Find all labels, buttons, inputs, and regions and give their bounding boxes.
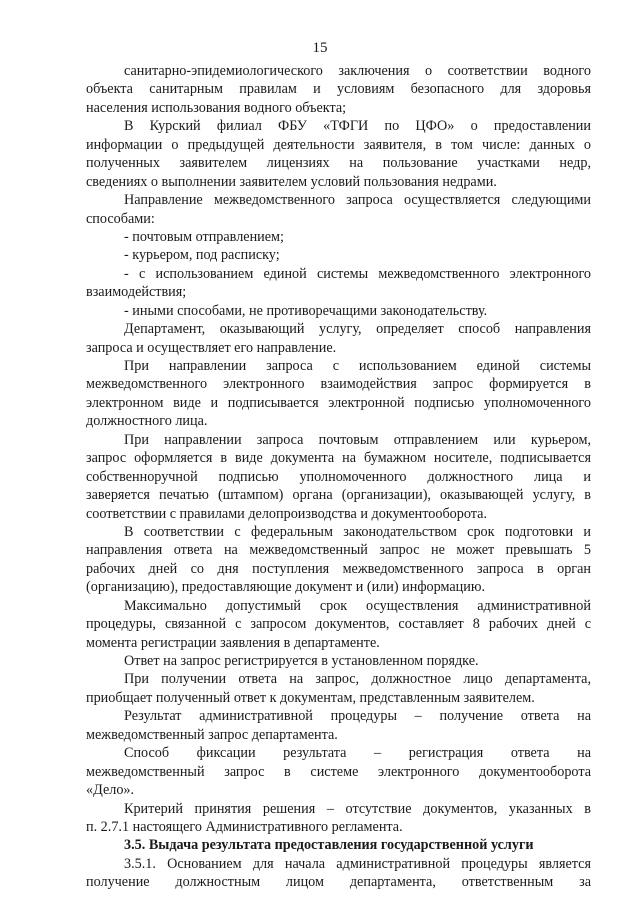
text-line: рабочих дней со дня поступления межведомственного запроса в орган (86, 560, 591, 577)
text-line: - курьером, под расписку; (124, 247, 280, 264)
text-line: момента регистрации заявления в департаменте. (86, 634, 380, 651)
text-line: соответствии с правилами делопроизводства и документооборота. (86, 505, 487, 522)
text-line: должностного лица. (86, 413, 208, 430)
page-number: 15 (312, 40, 328, 56)
text-line: запроса и осуществляет его направление. (86, 339, 337, 356)
text-line: санитарно-эпидемиологического заключения о соответствии водного (124, 63, 591, 79)
text-line: населения использования водного объекта; (86, 99, 347, 116)
text-line: полученных заявителем лицензиях на пользование участками недр, (86, 155, 591, 172)
text-line: межведомственный запрос в системе электронного документооборота (86, 763, 591, 780)
text-line: заверяется печатью (штампом) органа (организации), оказывающей услугу, в (86, 487, 591, 504)
text-line: межведомственного электронного взаимодействия запрос формируется в (86, 376, 591, 393)
text-line: информации о предыдущей деятельности заявителя, в том числе: данных о (86, 136, 591, 153)
text-line: способами: (86, 210, 155, 227)
text-line: - почтовым отправлением; (124, 228, 284, 245)
text-line: «Дело». (86, 782, 135, 799)
text-line: - с использованием единой системы межведомственного электронного (124, 265, 591, 282)
text-line: приобщает полученный ответ к документам, представленным заявителем. (86, 689, 535, 706)
text-line: При направлении запроса с использованием единой системы (124, 358, 591, 374)
text-line: (организацию), предоставляющие документ и (или) информацию. (86, 579, 486, 596)
text-line: сведениях о выполнении заявителем условий пользования недрами. (86, 173, 497, 190)
text-line: В соответствии с федеральным законодательством срок подготовки и (124, 523, 591, 540)
text-line: При направлении запроса почтовым отправлением или курьером, (124, 431, 591, 448)
text-line: Результат административной процедуры – получение ответа на (124, 708, 591, 725)
text-line: межведомственный запрос департамента. (86, 726, 338, 743)
text-line: объекта санитарным правилам и условиям безопасного для здоровья (86, 81, 591, 98)
text-line: Способ фиксации результата – регистрация ответа на (124, 745, 591, 762)
text-line: п. 2.7.1 настоящего Административного регламента. (86, 818, 403, 835)
text-line: получение должностным лицом департамента, ответственным за (86, 874, 591, 891)
text-line: направления ответа на межведомственный запрос не может превышать 5 (86, 542, 591, 559)
text-line: Критерий принятия решения – отсутствие документов, указанных в (124, 800, 591, 817)
text-line: собственноручной подписью уполномоченного должностного лица и (86, 468, 591, 485)
text-line: Департамент, оказывающий услугу, определяет способ направления (124, 321, 591, 338)
text-line: При получении ответа на запрос, должностное лицо департамента, (124, 671, 591, 688)
text-line: Максимально допустимый срок осуществления административной (124, 597, 591, 614)
text-line: Ответ на запрос регистрируется в установленном порядке. (124, 653, 479, 669)
text-line: Направление межведомственного запроса осуществляется следующими (124, 192, 591, 209)
text-line: электронном виде и подписывается электронной подписью уполномоченного (86, 394, 591, 411)
text-line: взаимодействия; (86, 284, 187, 301)
text-line: 3.5.1. Основанием для начала административной процедуры является (124, 855, 591, 872)
text-line: запрос оформляется в виде документа на бумажном носителе, подписывается (86, 450, 591, 467)
text-line: В Курский филиал ФБУ «ТФГИ по ЦФО» о предоставлении (124, 118, 591, 135)
text-line: - иными способами, не противоречащими законодательству. (124, 302, 488, 319)
document-body (86, 62, 591, 892)
section-heading: 3.5. Выдача результата предоставления государственной услуги (124, 837, 534, 854)
text-line: процедуры, связанной с запросом документов, составляет 8 рабочих дней с (86, 616, 591, 633)
